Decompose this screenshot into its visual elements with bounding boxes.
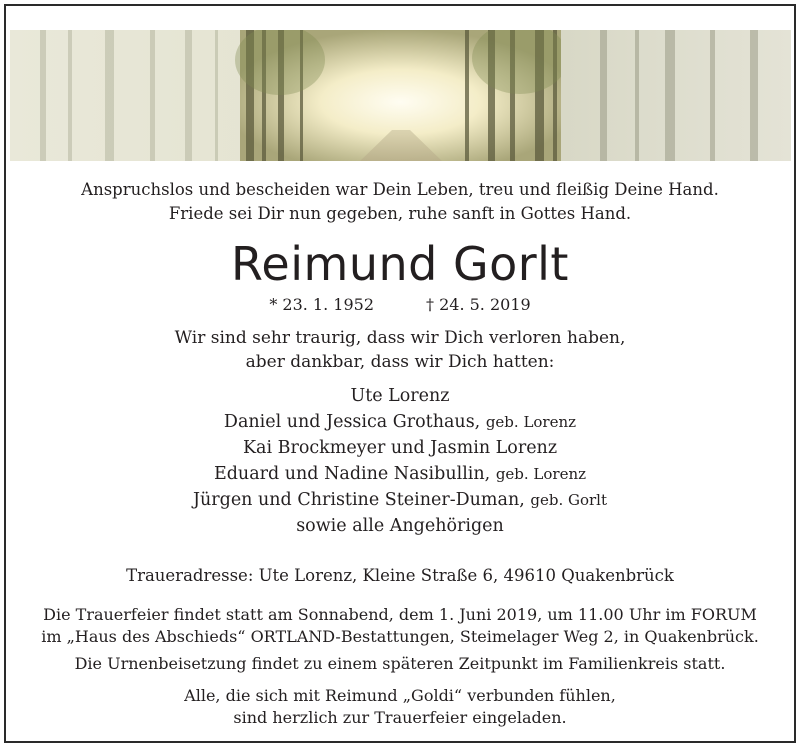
- memorial-verse: [0, 178, 800, 226]
- invite-line-1: Alle, die sich mit Reimund „Goldi“ verbunden fühlen,: [184, 686, 616, 705]
- mourner-names: Ute Lorenz: [350, 386, 450, 406]
- forest-path-image: [10, 30, 791, 161]
- birth-name: geb. Lorenz: [485, 413, 577, 431]
- intro-line-1: Wir sind sehr traurig, dass wir Dich verloren haben,: [174, 328, 626, 348]
- death-date: † 24. 5. 2019: [426, 295, 531, 314]
- intro-line-2: aber dankbar, dass wir Dich hatten:: [245, 352, 555, 372]
- mourner-names: Kai Brockmeyer und Jasmin Lorenz: [242, 438, 558, 458]
- mourner-names: Eduard und Nadine Nasibullin,: [213, 464, 491, 484]
- mourner-entry: [0, 409, 800, 435]
- verse-line-1: Anspruchslos und bescheiden war Dein Leben, treu und fleißig Deine Hand.: [81, 180, 719, 199]
- verse-line-2: Friede sei Dir nun gegeben, ruhe sanft in Gottes Hand.: [168, 204, 632, 223]
- mourner-names: Jürgen und Christine Steiner-Duman,: [192, 490, 525, 510]
- mourner-entry: [0, 487, 800, 513]
- invite-line-2: sind herzlich zur Trauerfeier eingeladen.: [233, 708, 567, 727]
- birth-name: geb. Lorenz: [495, 465, 587, 483]
- mourning-address: Traueradresse: Ute Lorenz, Kleine Straße 6, 49610 Quakenbrück: [126, 566, 674, 585]
- mourner-entry: [0, 383, 800, 409]
- mourner-entry: [0, 435, 800, 461]
- mourners-list: [0, 383, 800, 539]
- mourner-entry: [0, 513, 800, 539]
- invitation: [0, 685, 800, 729]
- birth-date: * 23. 1. 1952: [269, 295, 374, 314]
- life-dates: [0, 294, 800, 316]
- urn-burial-info: Die Urnenbeisetzung findet zu einem späteren Zeitpunkt im Familienkreis statt.: [74, 654, 726, 673]
- mourner-names: sowie alle Angehörigen: [296, 516, 504, 536]
- ceremony-line-1: Die Trauerfeier findet statt am Sonnabend, dem 1. Juni 2019, um 11.00 Uhr im FORUM: [43, 605, 757, 624]
- deceased-name: Reimund Gorlt: [231, 237, 569, 291]
- ceremony-line-2: im „Haus des Abschieds“ ORTLAND-Bestattungen, Steimelager Weg 2, in Quakenbrück.: [41, 627, 759, 646]
- mourning-intro: [0, 326, 800, 374]
- mourner-entry: [0, 461, 800, 487]
- mourner-names: Daniel und Jessica Grothaus,: [223, 412, 481, 432]
- ceremony-info: [0, 604, 800, 648]
- birth-name: geb. Gorlt: [530, 491, 608, 509]
